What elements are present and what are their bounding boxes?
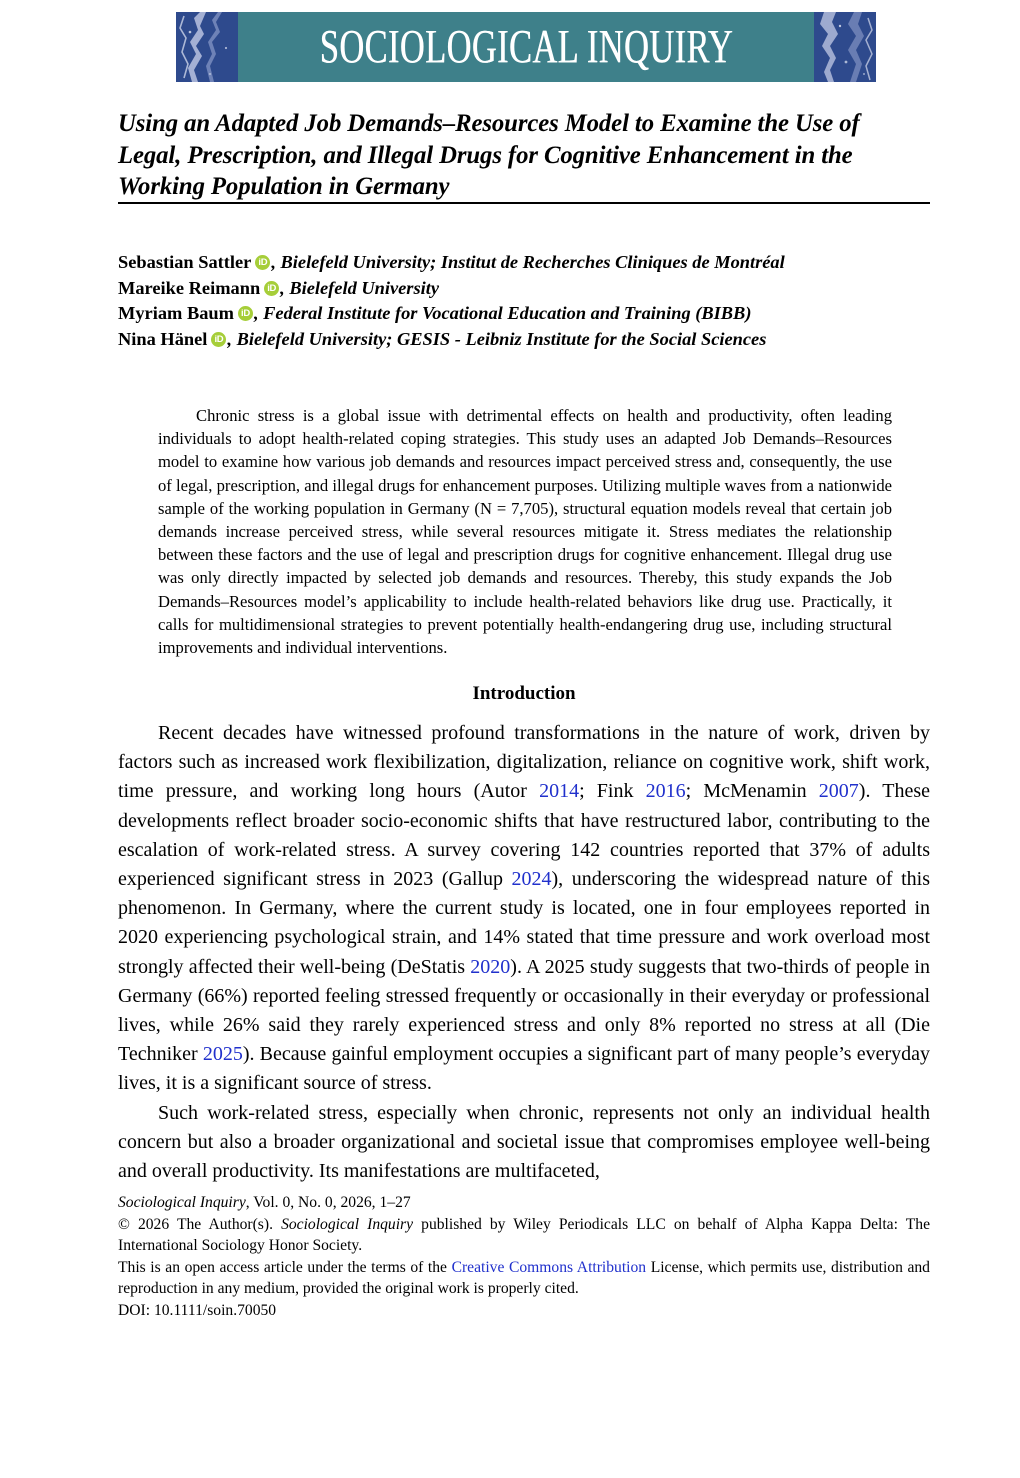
footer-license-pre: This is an open access article under the terms of the [118, 1258, 452, 1276]
masthead-right-marble [814, 12, 876, 82]
creative-commons-link[interactable]: Creative Commons Attribution [451, 1258, 647, 1276]
paragraph-1-seg-6: ). A 2025 study suggests that two-thirds of people in Germany (66%) reported feeling stressed frequently or occasionally in their everyday or professional lives, while 26% said they rarely experienced stress and only 8% reported no stress at all (Die Techniker [118, 955, 930, 1066]
citation-link-destatis-2020[interactable]: 2020 [470, 955, 511, 978]
paragraph-1-seg-2: ; Fink [579, 780, 646, 803]
orcid-icon[interactable] [211, 332, 226, 347]
orcid-icon[interactable] [264, 281, 279, 296]
title-divider [118, 202, 930, 204]
footer-copyright-pre: © 2026 The Author(s). [118, 1215, 282, 1233]
author-entry [118, 276, 948, 302]
footer-citation-rest: , Vol. 0, No. 0, 2026, 1–27 [245, 1194, 411, 1211]
masthead-left-marble [176, 12, 238, 82]
author-name: Sebastian Sattler [118, 252, 252, 272]
author-affiliation: , Bielefeld University; GESIS - Leibniz Institute for the Social Sciences [227, 328, 767, 349]
footer-citation [118, 1192, 930, 1214]
author-name: Myriam Baum [118, 303, 234, 324]
paragraph-1 [118, 719, 930, 1099]
orcid-glyph: iD [241, 308, 250, 320]
author-name: Nina Hänel [118, 328, 208, 349]
paragraph-1-seg-1: Recent decades have witnessed profound transformations in the nature of work, driven by factors such as increased work flexibilization, digitalization, reliance on cognitive work, shift work, time pressure, and working long hours (Autor [118, 722, 930, 803]
citation-link-gallup-2024[interactable]: 2024 [511, 868, 552, 891]
orcid-glyph: iD [258, 257, 268, 268]
author-affiliation: , Federal Institute for Vocational Education and Training (BIBB) [253, 303, 752, 324]
citation-link-mcmenamin-2007[interactable]: 2007 [818, 780, 859, 803]
page-footer [118, 1192, 930, 1322]
citation-link-autor-2014[interactable]: 2014 [539, 780, 580, 803]
footer-copyright [118, 1214, 930, 1257]
orcid-icon[interactable] [238, 306, 253, 321]
citation-link-fink-2016[interactable]: 2016 [645, 780, 686, 803]
footer-license-post: License, which permits use, distribution and reproduction in any medium, provided the original work is properly cited. [118, 1258, 930, 1298]
author-entry [118, 250, 948, 276]
paragraph-1-seg-3: ; McMenamin [685, 780, 819, 803]
abstract [158, 404, 892, 659]
paragraph-1-seg-7: ). Because gainful employment occupies a significant part of many people’s everyday lives, it is a significant source of stress. [118, 1043, 930, 1095]
author-entry [118, 327, 948, 353]
orcid-icon[interactable] [255, 255, 270, 270]
abstract-text: Chronic stress is a global issue with detrimental effects on health and productivity, often leading individuals to adopt health-related coping strategies. This study uses an adapted Job Demands–Resources model to examine how various job demands and resources impact perceived stress and, consequently, the use of legal, prescription, and illegal drugs for enhancement purposes. Utilizing multiple waves from a nationwide sample of the working population in Germany (N = 7,705), structural equation models reveal that certain job demands increase perceived stress, while several resources mitigate it. Stress mediates the relationship between these factors and the use of legal and prescription drugs for cognitive enhancement. Illegal drug use was only directly impacted by selected job demands and resources. Thereby, this study expands the Job Demands–Resources model’s applicability to include health-related behaviors like drug use. Practically, it calls for multidimensional strategies to prevent potentially health-endangering drug use, including structural improvements and individual interventions. [158, 406, 892, 658]
paragraph-1-seg-4: ). These developments reflect broader socio-economic shifts that have restructured labor, contributing to the escalation of work-related stress. A survey covering 142 countries reported that 37% of adults experienced significant stress in 2023 (Gallup [118, 780, 930, 891]
footer-journal-name: Sociological Inquiry [118, 1194, 246, 1211]
footer-copyright-journal: Sociological Inquiry [281, 1215, 414, 1233]
author-entry [118, 301, 948, 327]
citation-link-die-techniker-2025[interactable]: 2025 [202, 1043, 243, 1066]
orcid-glyph: iD [267, 282, 277, 294]
footer-doi: DOI: 10.1111/soin.70050 [118, 1301, 277, 1319]
author-name: Mareike Reimann [118, 277, 261, 298]
masthead-center-panel [238, 12, 814, 82]
footer-license [118, 1257, 930, 1300]
section-heading-introduction: Introduction [472, 683, 576, 704]
author-affiliation: , Bielefeld University; Institut de Recherches Cliniques de Montréal [271, 252, 785, 272]
author-list [118, 250, 948, 352]
body-text [118, 719, 930, 1186]
journal-title: SOCIOLOGICAL INQUIRY [319, 19, 733, 73]
paragraph-1-seg-5: ), underscoring the widespread nature of this phenomenon. In Germany, where the current study is located, one in four employees reported in 2020 experiencing psychological strain, and 14% stated that time pressure and work overload most strongly affected their well-being (DeStatis [118, 868, 931, 978]
author-affiliation: , Bielefeld University [280, 277, 440, 298]
orcid-glyph: iD [214, 333, 224, 345]
footer-copyright-post: published by Wiley Periodicals LLC on behalf of Alpha Kappa Delta: The International Sociology Honor Society. [118, 1215, 930, 1255]
journal-masthead [176, 12, 876, 82]
paragraph-2: Such work-related stress, especially when chronic, represents not only an individual health concern but also a broader organizational and societal issue that compromises employee well-being and overall productivity. Its manifestations are multifaceted, [118, 1101, 930, 1183]
page-title: Using an Adapted Job Demands–Resources Model to Examine the Use of Legal, Prescription, and Illegal Drugs for Cognitive Enhancement in the Working Population in Germany [118, 108, 860, 201]
